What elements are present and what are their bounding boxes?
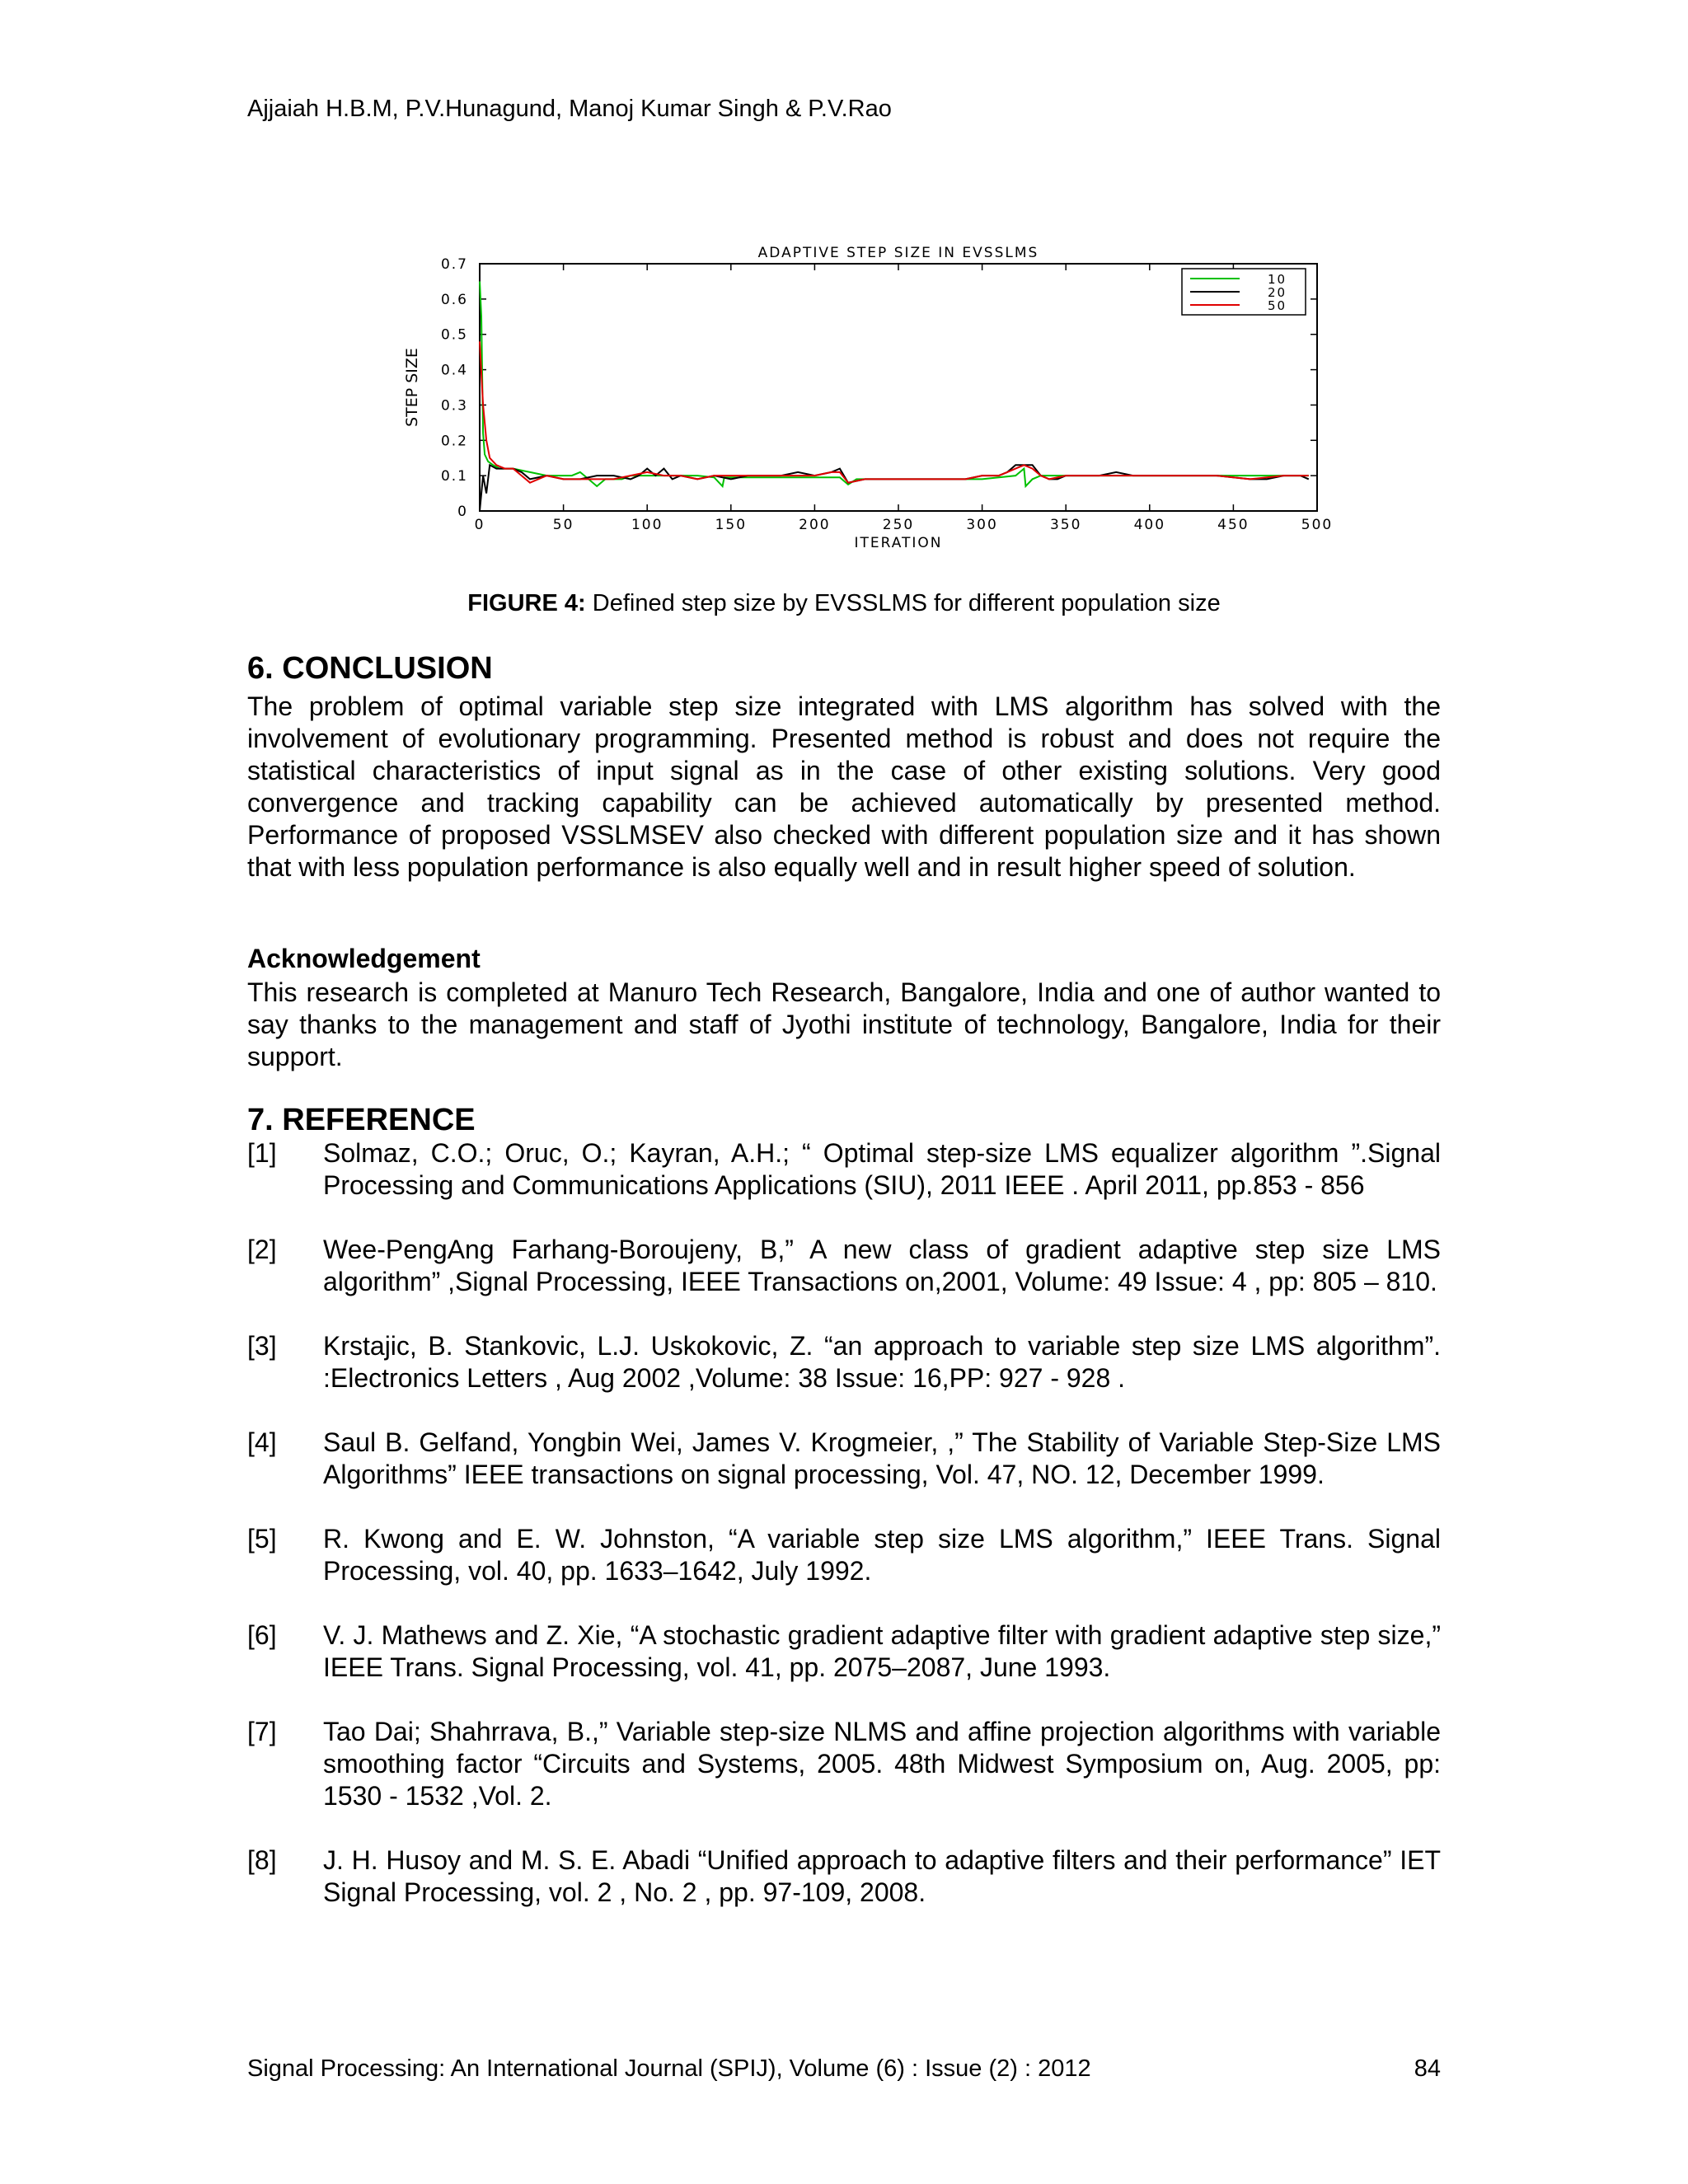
step-size-chart — [387, 239, 1343, 552]
y-tick-label: 0.5 — [440, 326, 468, 344]
x-axis-label: ITERATION — [854, 535, 943, 551]
reference-text: Tao Dai; Shahrrava, B.,” Variable step-size NLMS and affine projection algorithms with variable smoothing factor “Circuits and Systems, 2005. 48th Midwest Symposium on, Aug. 2005, pp: 1530 - 1532 ,Vol. 2. — [323, 1717, 1441, 1811]
x-tick-label: 450 — [1217, 517, 1250, 533]
footer-journal: Signal Processing: An International Journal (SPIJ), Volume (6) : Issue (2) : 2012 — [247, 2055, 1091, 2082]
conclusion-body — [247, 691, 1441, 883]
acknowledgement-heading: Acknowledgement — [247, 944, 481, 973]
reference-item — [247, 1844, 1441, 1909]
x-tick-label: 350 — [1049, 517, 1082, 533]
reference-item — [247, 1523, 1441, 1587]
page-number: 84 — [1414, 2055, 1441, 2082]
y-axis-label: STEP SIZE — [403, 348, 421, 427]
reference-text: Saul B. Gelfand, Yongbin Wei, James V. Krogmeier, ,” The Stability of Variable Step-Size LMS Algorithms” IEEE transactions on signal processing, Vol. 47, NO. 12, December 1999. — [323, 1427, 1441, 1489]
y-tick-label: 0.1 — [440, 468, 468, 485]
x-tick-label: 300 — [966, 517, 998, 533]
acknowledgement-body — [247, 977, 1441, 1073]
y-tick-label: 0.4 — [440, 362, 468, 379]
reference-item — [247, 1330, 1441, 1394]
reference-number: [1] — [247, 1138, 277, 1168]
reference-number: [2] — [247, 1235, 277, 1264]
x-tick-label: 50 — [552, 517, 574, 533]
figure-caption — [0, 590, 1688, 617]
x-tick-label: 500 — [1301, 517, 1334, 533]
x-tick-label: 100 — [631, 517, 663, 533]
conclusion-heading: 6. CONCLUSION — [247, 651, 493, 686]
legend-label: 10 — [1268, 272, 1287, 287]
reference-number: [7] — [247, 1717, 277, 1746]
reference-number: [3] — [247, 1331, 277, 1361]
y-tick-label: 0.2 — [440, 433, 468, 450]
figure-4 — [387, 239, 1343, 552]
reference-text: V. J. Mathews and Z. Xie, “A stochastic gradient adaptive filter with gradient adaptive step size,” IEEE Trans. Signal Processing, vol. 41, pp. 2075–2087, June 1993. — [323, 1620, 1441, 1682]
y-tick-label: 0 — [457, 504, 468, 520]
series-line-20 — [480, 465, 1309, 511]
reference-number: [8] — [247, 1845, 277, 1875]
running-header: Ajjaiah H.B.M, P.V.Hunagund, Manoj Kumar Singh & P.V.Rao — [247, 96, 892, 122]
y-tick-label: 0.7 — [440, 256, 468, 273]
reference-list — [247, 1137, 1441, 1909]
reference-text: R. Kwong and E. W. Johnston, “A variable step size LMS algorithm,” IEEE Trans. Signal Processing, vol. 40, pp. 1633–1642, July 1992. — [323, 1524, 1441, 1586]
conclusion-text: The problem of optimal variable step size integrated with LMS algorithm has solved with the involvement of evolutionary programming. Presented method is robust and does not require the statistical characteristics of input signal as in the case of other existing solutions. Very good convergence and tracking capability can be achieved automatically by presented method. Performance of proposed VSSLMSEV also checked with different population size and it has shown that with less population performance is also equally well and in result higher speed of solution. — [247, 691, 1441, 882]
reference-number: [4] — [247, 1427, 277, 1457]
legend-label: 20 — [1268, 285, 1287, 300]
y-tick-label: 0.6 — [440, 291, 468, 308]
series-line-50 — [480, 341, 1309, 482]
reference-text: Krstajic, B. Stankovic, L.J. Uskokovic, Z. “an approach to variable step size LMS algorithm”. :Electronics Letters , Aug 2002 ,Volume: 38 Issue: 16,PP: 927 - 928 . — [323, 1331, 1441, 1393]
reference-text: Wee-PengAng Farhang-Boroujeny, B,” A new class of gradient adaptive step size LMS algorithm” ,Signal Processing, IEEE Transactions on,2001, Volume: 49 Issue: 4 , pp: 805 – 810. — [323, 1235, 1441, 1296]
reference-number: [6] — [247, 1620, 277, 1650]
x-tick-label: 400 — [1133, 517, 1166, 533]
x-tick-label: 150 — [715, 517, 748, 533]
reference-text: J. H. Husoy and M. S. E. Abadi “Unified approach to adaptive filters and their performance” IET Signal Processing, vol. 2 , No. 2 , pp. 97-109, 2008. — [323, 1845, 1441, 1907]
reference-item — [247, 1619, 1441, 1684]
reference-item — [247, 1716, 1441, 1812]
x-tick-label: 200 — [799, 517, 831, 533]
chart-title: ADAPTIVE STEP SIZE IN EVSSLMS — [757, 245, 1039, 261]
reference-item — [247, 1427, 1441, 1491]
reference-number: [5] — [247, 1524, 277, 1554]
reference-item — [247, 1137, 1441, 1202]
acknowledgement-text: This research is completed at Manuro Tech Research, Bangalore, India and one of author wanted to say thanks to the management and staff of Jyothi institute of technology, Bangalore, India for their support. — [247, 977, 1441, 1071]
figure-caption-text: Defined step size by EVSSLMS for different population size — [592, 590, 1221, 616]
reference-item — [247, 1234, 1441, 1298]
x-tick-label: 250 — [882, 517, 915, 533]
y-tick-label: 0.3 — [440, 397, 468, 415]
legend-label: 50 — [1268, 298, 1287, 313]
x-tick-label: 0 — [474, 517, 485, 533]
reference-text: Solmaz, C.O.; Oruc, O.; Kayran, A.H.; “ Optimal step-size LMS equalizer algorithm ”.Signal Processing and Communications Applications (SIU), 2011 IEEE . April 2011, pp.853 - 856 — [323, 1138, 1441, 1200]
references-heading: 7. REFERENCE — [247, 1103, 476, 1137]
figure-label: FIGURE 4: — [467, 590, 586, 616]
